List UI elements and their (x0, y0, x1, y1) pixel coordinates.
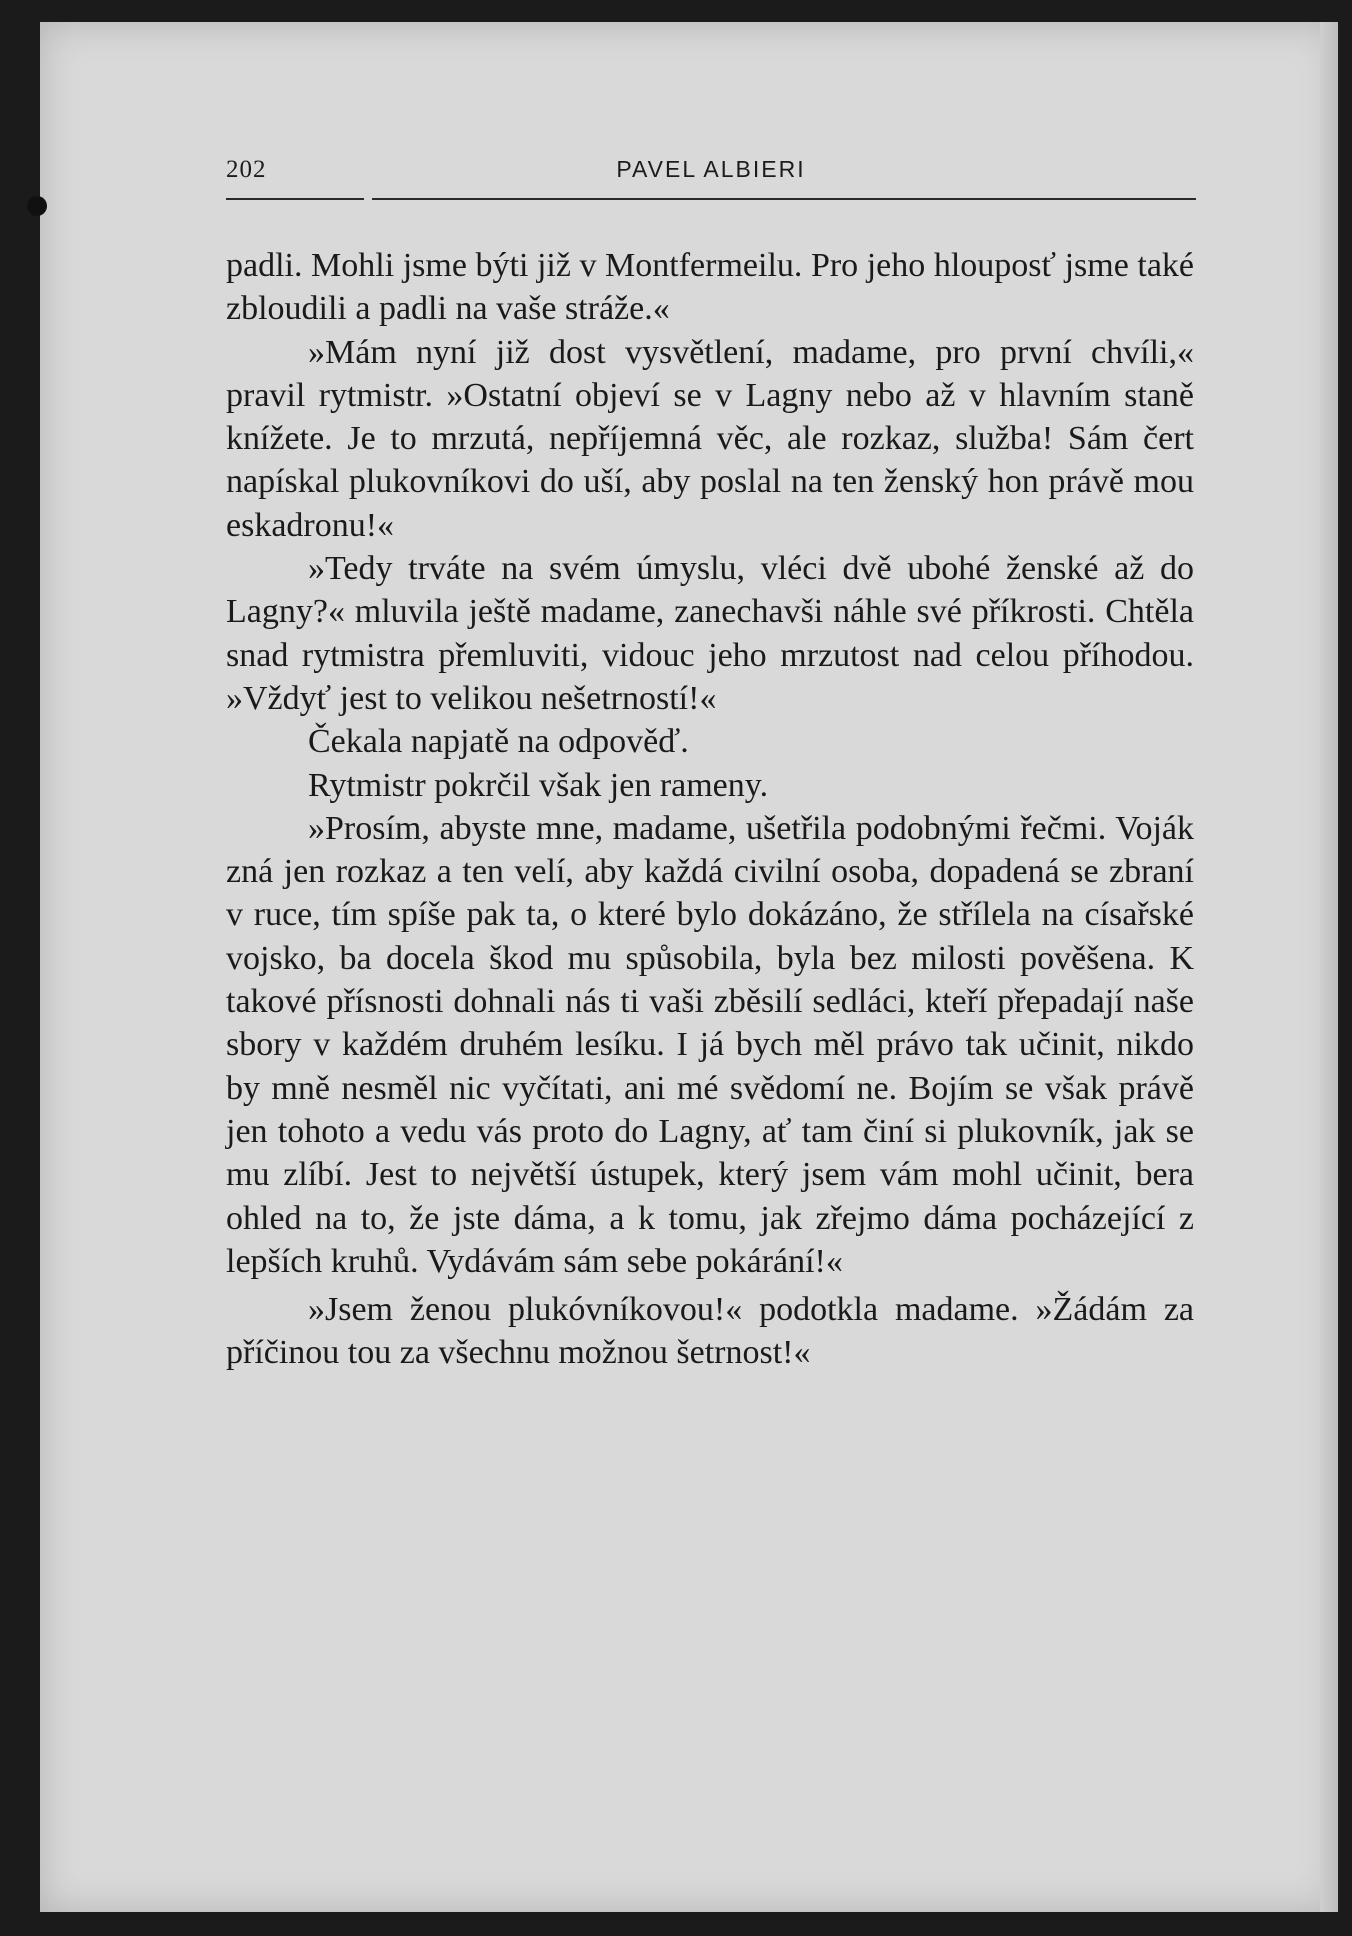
body-text (226, 244, 1194, 1375)
ink-speck (27, 196, 47, 216)
paragraph: »Prosím, abyste mne, madame, ušetřila podobnými řečmi. Voják zná jen rozkaz a ten velí, aby každá civilní osoba, dopadená se zbraní v ruce, tím spíše pak ta, o které bylo dokázáno, že střílela na císařské vojsko, ba docela škod mu spůsobila, byla bez milosti pověšena. K takové přísnosti dohnali nás ti vaši zběsilí sedláci, kteří přepadají naše sbory v každém druhém lesíku. I já bych měl právo tak učinit, nikdo by mně nesměl nic vyčítati, ani mé svědomí ne. Bojím se však právě jen tohoto a vedu vás proto do Lagny, ať tam činí si plukovník, jak se mu zlíbí. Jest to největší ústupek, který jsem vám mohl učinit, bera ohled na to, že jste dáma, a k tomu, jak zřejmo dáma pocházející z lepších kruhů. Vydávám sám sebe pokárání!« (226, 809, 1194, 1280)
header-rule-left (226, 198, 364, 200)
paragraph: »Mám nyní již dost vysvětlení, madame, pro první chvíli,« pravil rytmistr. »Ostatní objeví se v Lagny nebo až v hlavním staně knížete. Je to mrzutá, nepříjemná věc, ale rozkaz, služba! Sám čert napískal plukovníkovi do uší, aby poslal na ten ženský hon právě mou eskadronu!« (226, 333, 1194, 544)
paragraph: »Jsem ženou plukóvníkovou!« podotkla madame. »Žádám za příčinou tou za všechnu možnou šetrnost!« (226, 1291, 1194, 1372)
paragraph: Rytmistr pokrčil však jen rameny. (308, 766, 769, 804)
page-edge (1320, 22, 1338, 1912)
paragraph: »Tedy trváte na svém úmyslu, vléci dvě ubohé ženské až do Lagny?« mluvila ještě madame, zanechavši náhle své příkrosti. Chtěla snad rytmistra přemluviti, vidouc jeho mrzutost nad celou příhodou. »Vždyť jest to velikou nešetrností!« (226, 550, 1194, 717)
paragraph: Čekala napjatě na odpověď. (308, 723, 689, 761)
page-header (226, 156, 1196, 196)
paragraph: padli. Mohli jsme býti již v Montfermeilu. Pro jeho hlouposť jsme také zbloudili a padli na vaše stráže.« (226, 247, 1194, 328)
running-head: PAVEL ALBIERI (616, 156, 806, 182)
header-rule-right (372, 198, 1196, 200)
page-number: 202 (226, 156, 267, 183)
